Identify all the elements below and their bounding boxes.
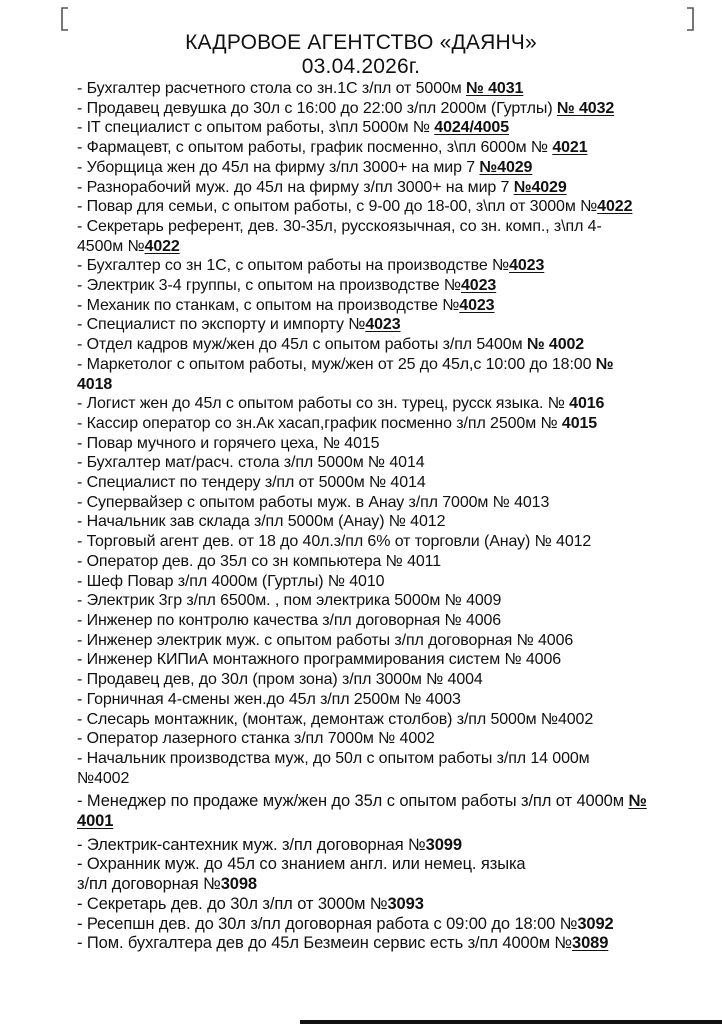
vacancy-line [77, 512, 697, 532]
vacancy-number: № 4002 [526, 336, 585, 354]
vacancy-number: 3089 [572, 934, 609, 953]
vacancy-text: - Оператор лазерного станка з/пл 7000м № 4002 [77, 730, 435, 748]
vacancy-number: № [595, 355, 614, 373]
vacancy-text: - Бухгалтер мат/расч. стола з/пл 5000м № 4014 [77, 454, 425, 472]
vacancy-line [77, 118, 697, 138]
vacancy-text: - Секретарь референт, дев. 30-35л, русскоязычная, со зн. комп., з\пл 4- [77, 217, 602, 235]
vacancy-number: 4024/4005 [434, 119, 509, 137]
vacancy-line [77, 138, 697, 158]
vacancy-line [77, 611, 697, 631]
vacancy-number: №4029 [479, 158, 533, 176]
vacancy-line [77, 473, 697, 493]
vacancy-number: № 4031 [466, 80, 524, 97]
vacancy-text: - Повар мучного и горячего цеха, № 4015 [77, 434, 380, 452]
vacancy-line [77, 769, 697, 789]
vacancy-line [77, 690, 697, 710]
vacancy-text: - Продавец дев, до 30л (пром зона) з/пл 3000м № 4004 [77, 671, 483, 689]
vacancy-text: - Маркетолог с опытом работы, муж/жен от 25 до 45л,с 10:00 до 18:00 [77, 355, 596, 373]
vacancy-line [77, 836, 697, 856]
vacancy-number: 4015 [561, 414, 598, 432]
vacancy-text: - Разнорабочий муж. до 45л на фирму з/пл 3000+ на мир 7 [77, 178, 514, 196]
vacancy-text: - Специалист по тендеру з/пл от 5000м № 4014 [77, 474, 426, 492]
vacancy-line [77, 335, 697, 355]
vacancy-number: 4023 [459, 296, 495, 314]
vacancy-number: 4016 [569, 395, 605, 413]
vacancy-number: № [628, 792, 647, 811]
vacancy-line [77, 434, 697, 454]
vacancy-line [77, 855, 697, 875]
vacancy-number: 4021 [552, 139, 588, 157]
vacancy-line [77, 934, 697, 954]
vacancy-number: 4023 [460, 277, 497, 295]
vacancy-text: - Электрик 3-4 группы, с опытом на производстве № [77, 277, 461, 295]
vacancy-line [77, 99, 697, 119]
vacancy-text: - Повар для семьи, с опытом работы, с 9-00 до 18-00, з\пл от 3000м № [77, 198, 598, 216]
vacancy-text: - Уборщица жен до 45л на фирму з/пл 3000+ на мир 7 [77, 158, 480, 176]
vacancy-line [77, 915, 697, 935]
vacancy-line [77, 895, 697, 915]
vacancy-text: - Горничная 4-смены жен.до 45л з/пл 2500м № 4003 [77, 690, 461, 708]
vacancy-line [77, 532, 697, 552]
vacancy-text: - Инженер по контролю качества з/пл договорная № 4006 [77, 611, 502, 629]
vacancy-text: - Начальник производства муж, до 50л с опытом работы з/пл 14 000м [77, 749, 590, 767]
vacancy-text: - Шеф Повар з/пл 4000м (Гуртлы) № 4010 [77, 572, 385, 590]
vacancy-number: 4001 [77, 812, 114, 831]
vacancy-line [77, 670, 697, 690]
vacancy-line [77, 453, 697, 473]
vacancy-text: з/пл договорная № [77, 875, 221, 894]
vacancy-line [77, 591, 697, 611]
vacancy-line [77, 394, 697, 414]
vacancy-text: - Ресепшн дев. до 30л з/пл договорная работа с 09:00 до 18:00 № [77, 914, 578, 933]
vacancy-line [77, 375, 697, 395]
vacancy-line [77, 315, 697, 335]
vacancy-number: №4029 [513, 178, 567, 196]
vacancy-number: № 4032 [556, 99, 615, 117]
page-title: КАДРОВОЕ АГЕНТСТВО «ДАЯНЧ» [185, 31, 537, 54]
vacancy-text: - Менеджер по продаже муж/жен до 35л с опытом работы з/пл от 4000м [77, 792, 629, 811]
vacancy-line [77, 178, 697, 198]
vacancy-text: - Инженер электрик муж. с опытом работы з/пл договорная № 4006 [77, 631, 574, 649]
vacancy-text: - Охранник муж. до 45л со знанием англ. или немец. языка [77, 855, 526, 874]
vacancy-number: 3099 [425, 835, 462, 854]
vacancy-line [77, 650, 697, 670]
vacancy-text: - IT специалист с опытом работы, з\пл 5000м № [77, 119, 435, 137]
vacancy-text: - Электрик 3гр з/пл 6500м. , пом электрика 5000м № 4009 [77, 592, 502, 610]
vacancy-line [77, 158, 697, 178]
vacancy-text: - Фармацевт, с опытом работы, график посменно, з\пл 6000м № [77, 139, 553, 157]
vacancy-line [77, 631, 697, 651]
vacancy-line [77, 256, 697, 276]
vacancy-line [77, 197, 697, 217]
vacancy-text: - Инженер КИПиА монтажного программирования систем № 4006 [77, 651, 562, 669]
vacancy-text: - Отдел кадров муж/жен до 45л с опытом работы з/пл 5400м [77, 336, 527, 354]
vacancy-line [77, 276, 697, 296]
vacancy-text: - Логист жен до 45л с опытом работы со зн. турец, русск языка. № [77, 395, 570, 413]
vacancy-line [77, 493, 697, 513]
vacancy-number: 3098 [220, 875, 257, 894]
vacancy-line [77, 749, 697, 769]
vacancy-line [77, 792, 697, 812]
vacancy-text: №4002 [77, 769, 130, 787]
bottom-divider [300, 1020, 722, 1024]
page-date: 03.04.2026г. [301, 55, 421, 78]
corner-bracket-right-icon [683, 6, 697, 32]
vacancy-text: - Продавец девушка до 30л с 16:00 до 22:00 з/пл 2000м (Гуртлы) [77, 99, 557, 117]
vacancy-text: - Секретарь дев. до 30л з/пл от 3000м № [77, 894, 388, 913]
vacancy-number: 4023 [365, 316, 401, 334]
vacancy-text: - Начальник зав склада з/пл 5000м (Анау) № 4012 [77, 513, 446, 531]
vacancy-text: - Механик по станкам, с опытом на производстве № [77, 296, 460, 314]
corner-bracket-left-icon [58, 6, 72, 32]
vacancy-text: - Пом. бухгалтера дев до 45л Безмеин сервис есть з/пл 4000м № [77, 934, 573, 953]
vacancy-line [77, 296, 697, 316]
vacancy-text: - Бухгалтер расчетного стола со зн.1С з/пл от 5000м [77, 80, 467, 97]
vacancy-text: - Кассир оператор со зн.Ак хасап,график посменно з/пл 2500м № [77, 414, 562, 432]
vacancy-line [77, 355, 697, 375]
vacancy-text: 4500м № [77, 237, 145, 255]
vacancy-text: - Бухгалтер со зн 1С, с опытом работы на производстве № [77, 257, 510, 275]
vacancy-line [77, 812, 697, 832]
vacancy-number: 4023 [509, 257, 545, 275]
vacancy-line [77, 217, 697, 237]
vacancy-text: - Оператор дев. до 35л со зн компьютера № 4011 [77, 552, 442, 570]
vacancy-line [77, 237, 697, 257]
vacancy-line [77, 414, 697, 434]
vacancy-line [77, 729, 697, 749]
vacancy-list [77, 79, 697, 954]
vacancy-text: - Слесарь монтажник, (монтаж, демонтаж столбов) з/пл 5000м №4002 [77, 710, 594, 728]
vacancy-text: - Торговый агент дев. от 18 до 40л.з/пл 6% от торговли (Анау) № 4012 [77, 533, 592, 551]
vacancy-number: 4018 [77, 375, 113, 393]
vacancy-number: 3092 [577, 914, 614, 933]
vacancy-number: 3093 [387, 894, 424, 913]
vacancy-line [77, 79, 697, 99]
vacancy-line [77, 552, 697, 572]
vacancy-number: 4022 [597, 198, 633, 216]
vacancy-text: - Специалист по экспорту и импорту № [77, 316, 366, 334]
vacancy-number: 4022 [144, 237, 180, 255]
vacancy-text: - Супервайзер с опытом работы муж. в Анау з/пл 7000м № 4013 [77, 493, 550, 511]
vacancy-text: - Электрик-сантехник муж. з/пл договорная № [77, 835, 426, 854]
vacancy-line [77, 875, 697, 895]
vacancy-line [77, 710, 697, 730]
vacancy-line [77, 572, 697, 592]
